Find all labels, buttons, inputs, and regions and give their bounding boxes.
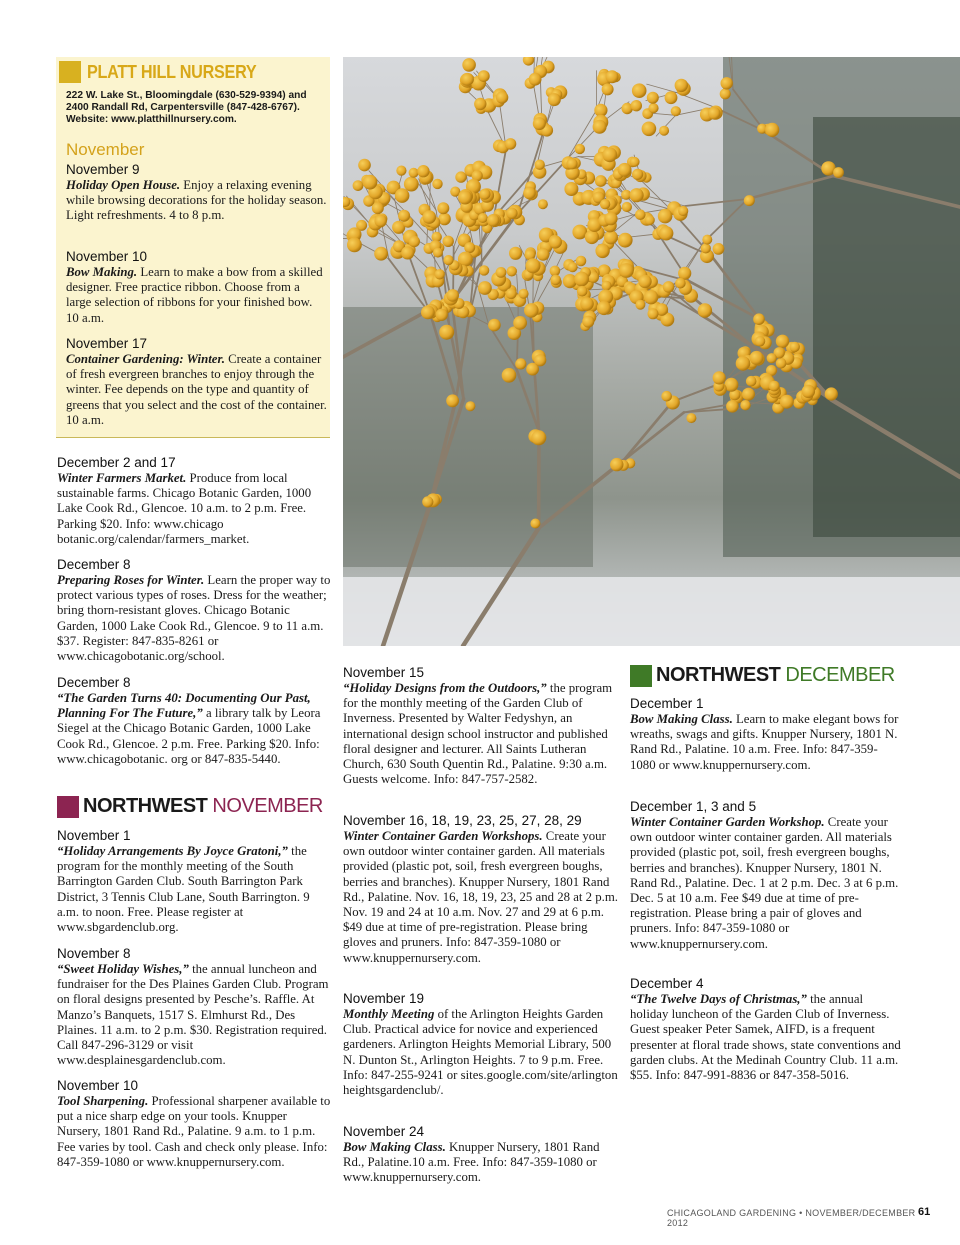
berry <box>602 281 612 291</box>
berry <box>505 138 517 150</box>
event-body <box>343 1140 619 1186</box>
berry <box>421 306 435 320</box>
berry <box>409 236 420 247</box>
berry <box>529 73 542 86</box>
event-date: November 10 <box>66 249 148 264</box>
berry <box>780 395 794 409</box>
heading-month: DECEMBER <box>785 664 895 686</box>
berry <box>461 73 474 86</box>
berry <box>513 316 527 330</box>
sponsor-address: 222 W. Lake St., Bloomingdale (630-529-9394) and 2400 Randall Rd, Carpentersville (847-428-6767). Website: www.platthillnursery.com. <box>66 90 307 125</box>
sponsor-heading <box>59 61 275 83</box>
event-text: of the Arlington Heights Garden Club. Practical advice for novice and experienced gardeners. Arlington Heights Memorial Library, 500 N. Dunton St., Arlington Heights. 7 to 9 p.m. Free. Info: 847-255-9241 or sites.google.com/site/arlington heightsgardenclub/. <box>343 1007 618 1098</box>
event-item <box>57 828 333 935</box>
berry <box>396 166 406 176</box>
berry <box>600 199 610 209</box>
berry <box>437 202 449 214</box>
berry <box>753 313 765 325</box>
berry <box>671 106 681 116</box>
berry <box>433 248 443 258</box>
berry <box>363 175 378 190</box>
section-heading-northwest-december <box>630 664 895 687</box>
event-date: December 8 <box>57 557 131 572</box>
berry <box>478 70 490 82</box>
event-item <box>57 455 333 547</box>
berry <box>509 247 522 260</box>
event-body <box>57 691 333 767</box>
berry <box>742 388 755 401</box>
event-text: Professional sharpener available to put a nice sharp edge on your tools. Knupper Nursery, 1801 Rand Rd., Palatine. 9 a.m. to 1 p.m. Fee varies by tool. Cash and check only please. Info: 847-359-1080 or www.knuppernursery.com. <box>57 1094 331 1169</box>
event-date: November 16, 18, 19, 23, 25, 27, 28, 29 <box>343 813 582 828</box>
event-title: Preparing Roses for Winter. <box>57 573 205 587</box>
section-marker-icon <box>630 665 652 687</box>
berry <box>618 233 633 248</box>
event-text: Produce from local sustainable farms. Chicago Botanic Garden, 1000 Lake Cook Rd., Glencoe. 10 a.m. to 2 p.m. Free. Parking $20. Info: www.chicago botanic.org/calendar/farmers_market. <box>57 471 312 546</box>
berry <box>790 342 800 352</box>
sponsor-name: PLATT HILL NURSERY <box>87 61 257 82</box>
event-body <box>57 573 333 664</box>
berry <box>549 235 562 248</box>
berry <box>478 281 492 295</box>
event-body <box>57 962 333 1068</box>
berry <box>740 400 750 410</box>
event-item <box>66 162 328 224</box>
berry <box>661 391 672 402</box>
berry <box>632 169 643 180</box>
berry <box>432 179 442 189</box>
berry <box>523 187 536 200</box>
berry <box>519 289 529 299</box>
berry <box>630 157 640 167</box>
berry <box>595 244 609 258</box>
event-date: December 2 and 17 <box>57 455 176 470</box>
event-title: Bow Making Class. <box>630 712 733 726</box>
footer-publication: CHICAGOLAND GARDENING • NOVEMBER/DECEMBER 2012 <box>667 1208 916 1228</box>
event-text: Create a container of fresh evergreen branches to enjoy through the winter. Fee depends on the type and quantity of greens that you select and the cost of the container. 10 a.m. <box>66 352 327 427</box>
berry <box>506 208 517 219</box>
berry <box>744 195 755 206</box>
event-title: Monthly Meeting <box>343 1007 435 1021</box>
berry <box>595 175 607 187</box>
berry <box>478 213 488 223</box>
berry <box>515 358 526 369</box>
branch-stroke <box>624 402 673 461</box>
event-text: a library talk by Leora Siegel at the Chicago Botanic Garden, 1000 Lake Cook Rd., Glencoe. 2 p.m. Free. Parking $20. Info: www.chicagobotanic. org or 847-835-5440. <box>57 706 321 766</box>
berry <box>496 267 507 278</box>
event-text: Learn the proper way to protect various types of roses. Dress for the weather; bring thorn-resistant gloves. Chicago Botanic Garden, 1000 Lake Cook Rd., Glencoe. 9 to 11 a.m. $37. Register: 847-835-8261 or www.chicagobotanic.org/school. <box>57 573 331 664</box>
berry <box>769 381 780 392</box>
berry <box>575 144 585 154</box>
berry <box>443 236 454 247</box>
berry <box>630 188 644 202</box>
event-text: Learn to make a bow from a skilled designer. Free practice ribbon. Choose from a large selection of ribbons for your finished bow. 10 a.m. <box>66 265 323 325</box>
berry <box>548 93 561 106</box>
event-date: November 19 <box>343 991 425 1006</box>
berry <box>585 230 599 244</box>
berry <box>534 354 546 366</box>
berry <box>665 91 678 104</box>
event-item <box>343 1124 619 1186</box>
page-number: 61 <box>918 1206 931 1218</box>
berry <box>455 171 466 182</box>
berry <box>602 147 617 162</box>
event-title: Holiday Open House. <box>66 178 181 192</box>
event-text: the annual holiday luncheon of the Garden Club of Inverness. Guest speaker Peter Samek, AIFD, is a frequent presenter at floral trade shows, state conventions and garden clubs. At the Medinah Country Club. 11 a.m. $55. Info: 847-991-8836 or 847-358-5016. <box>630 992 901 1083</box>
event-title: “The Twelve Days of Christmas,” <box>630 992 807 1006</box>
berry <box>409 168 419 178</box>
berry <box>635 300 645 310</box>
event-text: Learn to make elegant bows for wreaths, swags and gifts. Knupper Nursery, 1801 N. Rand Rd., Palatine. 10 a.m. Free. Info: 847-359-1080 or www.knuppernursery.com. <box>630 712 899 772</box>
event-text: Create your own outdoor winter container garden. All materials provided (plastic pot, soil, fresh evergreen boughs, berries and branches). Knupper Nursery, 1801 N. Rand Rd., Palatine. Dec. 1 at 2 p.m. Dec. 3 at 6 p.m. Dec. 5 at 10 a.m. Fee $49 due at time of pre-registration. Please bring a pair of gloves and pruners. Info: 847-359-1080 or www.knuppernursery.com. <box>630 815 899 951</box>
berry <box>619 263 634 278</box>
berry <box>658 209 673 224</box>
event-date: November 24 <box>343 1124 425 1139</box>
event-item <box>343 991 619 1098</box>
berry <box>644 290 658 304</box>
berry <box>602 83 614 95</box>
event-date: December 4 <box>630 976 704 991</box>
event-text: Knupper Nursery, 1801 Rand Rd., Palatine.10 a.m. Free. Info: 847-359-1080 or www.knuppernursery.com. <box>343 1140 600 1185</box>
berry <box>488 319 501 332</box>
berry <box>531 430 546 445</box>
berry <box>746 376 757 387</box>
berry <box>610 458 623 471</box>
berry <box>537 248 550 261</box>
event-body <box>66 352 328 428</box>
event-body <box>630 992 902 1083</box>
berry <box>533 117 546 130</box>
event-title: “The Garden Turns 40: Documenting Our Past, Planning For The Future,” <box>57 691 311 721</box>
event-date: November 1 <box>57 828 131 843</box>
event-item <box>57 1078 333 1170</box>
berry <box>647 92 659 104</box>
berry <box>550 275 561 286</box>
event-date: December 1, 3 and 5 <box>630 799 757 814</box>
berry <box>631 100 642 111</box>
event-body <box>630 815 902 952</box>
berry <box>721 77 733 89</box>
berry <box>833 167 844 178</box>
berry <box>487 214 500 227</box>
berry <box>597 301 611 315</box>
event-title: Bow Making. <box>66 265 138 279</box>
branch-stroke <box>430 180 431 210</box>
berry <box>435 269 445 279</box>
berry <box>580 297 594 311</box>
berry <box>496 91 508 103</box>
berry <box>443 255 453 265</box>
berry <box>622 202 632 212</box>
berry <box>593 120 607 134</box>
branch-stroke <box>389 259 431 315</box>
event-item <box>66 249 328 326</box>
berry <box>713 243 725 255</box>
berry <box>577 286 588 297</box>
event-date: November 8 <box>57 946 131 961</box>
event-text: Enjoy a relaxing evening while browsing decorations for the holiday season. Light refreshments. 4 to 8 p.m. <box>66 178 327 223</box>
berry <box>755 336 765 346</box>
berry <box>568 262 578 272</box>
event-body <box>57 471 333 547</box>
event-text: the program for the monthly meeting of the South Barrington Garden Club. South Barrington Park District, 3 Tennis Club Lane, South Barrington. 9 a.m. to noon. Free. Please register at www.sbgardenclub.org. <box>57 844 310 935</box>
berry <box>372 202 384 214</box>
berry <box>604 212 617 225</box>
berry <box>675 79 688 92</box>
event-item <box>630 976 902 1083</box>
berry <box>358 159 371 172</box>
event-item <box>66 336 328 428</box>
event-date: November 9 <box>66 162 140 177</box>
winterberry-branches-photo <box>343 57 960 646</box>
berry <box>375 215 387 227</box>
berry <box>750 351 764 365</box>
berry <box>825 387 838 400</box>
berry <box>446 394 459 407</box>
berry <box>701 243 711 253</box>
berry <box>374 247 388 261</box>
event-text: the program for the monthly meeting of the Garden Club of Inverness. Presented by Walter Fedyshyn, an international design school instructor and published floral designer and lecturer. All Saints Lutheran Church, 630 South Quentin Rd., Palatine. 9:30 a.m. Guests welcome. Info: 847-757-2582. <box>343 681 613 787</box>
berry <box>446 289 459 302</box>
event-title: Container Gardening: Winter. <box>66 352 225 366</box>
berry <box>606 70 619 83</box>
berry <box>582 316 594 328</box>
berry <box>720 88 731 99</box>
berry <box>663 281 675 293</box>
berry <box>507 266 517 276</box>
berry <box>347 238 362 253</box>
berry <box>458 191 472 205</box>
event-title: “Sweet Holiday Wishes,” <box>57 962 189 976</box>
berry <box>618 163 632 177</box>
event-body <box>57 844 333 935</box>
berry <box>678 206 688 216</box>
event-item <box>630 799 902 952</box>
berry <box>659 126 669 136</box>
branch-stroke <box>673 384 719 401</box>
branch-stroke <box>494 149 506 218</box>
event-text: the annual luncheon and fundraiser for the Des Plaines Garden Club. Program on floral designs presented by Pesche’s. Raffle. At Manzo’s Banquets, 1517 S. Elmhurst Rd., Des Plaines. 11 a.m. to 2 p.m. $30. Registration required. Call 847-296-3129 or visit www.desplainesgardenclub.com. <box>57 962 329 1068</box>
event-item <box>57 675 333 767</box>
event-item <box>343 813 619 966</box>
event-title: “Holiday Designs from the Outdoors,” <box>343 681 547 695</box>
berry <box>802 385 815 398</box>
berry <box>502 368 517 383</box>
berry <box>439 325 454 340</box>
section-marker-icon <box>57 796 79 818</box>
heading-region: NORTHWEST <box>83 795 208 817</box>
event-body <box>630 712 902 773</box>
event-date: November 10 <box>57 1078 139 1093</box>
heading-month: NOVEMBER <box>212 795 323 817</box>
berry <box>417 165 429 177</box>
berry <box>479 265 489 275</box>
berry <box>526 258 541 273</box>
event-body <box>66 265 328 326</box>
event-body <box>343 1007 619 1098</box>
berry <box>638 275 651 288</box>
berry <box>642 122 657 137</box>
berry <box>686 413 696 423</box>
berry <box>604 230 618 244</box>
berry <box>423 210 437 224</box>
event-title: Tool Sharpening. <box>57 1094 149 1108</box>
event-title: “Holiday Arrangements By Joyce Gratoni,” <box>57 844 288 858</box>
berry <box>566 158 577 169</box>
berry <box>765 123 779 137</box>
berry <box>479 189 490 200</box>
berry <box>576 256 587 267</box>
berry <box>659 226 673 240</box>
event-title: Winter Farmers Market. <box>57 471 187 485</box>
berry <box>698 303 712 317</box>
event-item <box>57 557 333 664</box>
berry <box>776 358 787 369</box>
sponsor-month: November <box>66 140 145 159</box>
berry <box>550 266 561 277</box>
branch-stroke <box>647 84 677 92</box>
branch-stroke <box>624 412 684 460</box>
berry <box>767 353 777 363</box>
event-date: November 17 <box>66 336 148 351</box>
event-text: Create your own outdoor winter container garden. All materials provided (plastic pot, soil, fresh evergreen boughs, berries and branches). Knupper Nursery, 1801 Rand Rd., Palatine. Nov. 16, 18, 19, 23, 25 and 28 at 2 p.m. Nov. 19 and 24 at 10 a.m. Nov. 27 and 29 at 6 p.m. $49 due at time of pre-registration. Please bring gloves and pruners. Info: 847-359-1080 or www.knuppernursery.com. <box>343 829 618 965</box>
event-body <box>66 178 328 224</box>
berry <box>538 199 548 209</box>
berry <box>465 401 475 411</box>
event-item <box>57 946 333 1068</box>
berry <box>436 309 448 321</box>
berry <box>398 210 410 222</box>
section-heading-northwest-november <box>57 795 323 818</box>
event-body <box>343 829 619 966</box>
berry <box>524 303 539 318</box>
event-title: Bow Making Class. <box>343 1140 446 1154</box>
berry <box>708 107 721 120</box>
berry <box>462 58 476 72</box>
berry <box>535 160 545 170</box>
section-marker-icon <box>59 61 81 83</box>
berry <box>530 519 540 529</box>
event-title: Winter Container Garden Workshop. <box>630 815 825 829</box>
berry <box>713 371 726 384</box>
berry <box>506 288 517 299</box>
berry <box>574 272 589 287</box>
berry <box>404 177 419 192</box>
berry <box>523 57 534 66</box>
berry <box>395 188 410 203</box>
event-body <box>343 681 619 787</box>
berry <box>464 242 475 253</box>
berry <box>726 400 739 413</box>
berry <box>564 182 578 196</box>
berry <box>736 356 751 371</box>
berry <box>648 103 658 113</box>
berry <box>702 235 712 245</box>
event-date: December 1 <box>630 696 704 711</box>
berry <box>422 496 433 507</box>
heading-region: NORTHWEST <box>656 664 781 686</box>
berry <box>635 209 646 220</box>
berry <box>632 83 647 98</box>
photo-artwork <box>343 57 960 646</box>
event-date: December 8 <box>57 675 131 690</box>
berry <box>648 308 659 319</box>
event-date: November 15 <box>343 665 425 680</box>
berry <box>645 215 655 225</box>
event-title: Winter Container Garden Workshops. <box>343 829 543 843</box>
event-item <box>343 665 619 787</box>
event-body <box>57 1094 333 1170</box>
berry <box>474 98 486 110</box>
event-item <box>630 696 902 773</box>
sponsor-box <box>56 57 330 438</box>
berry <box>776 335 789 348</box>
berry <box>401 246 414 259</box>
berry <box>675 278 686 289</box>
